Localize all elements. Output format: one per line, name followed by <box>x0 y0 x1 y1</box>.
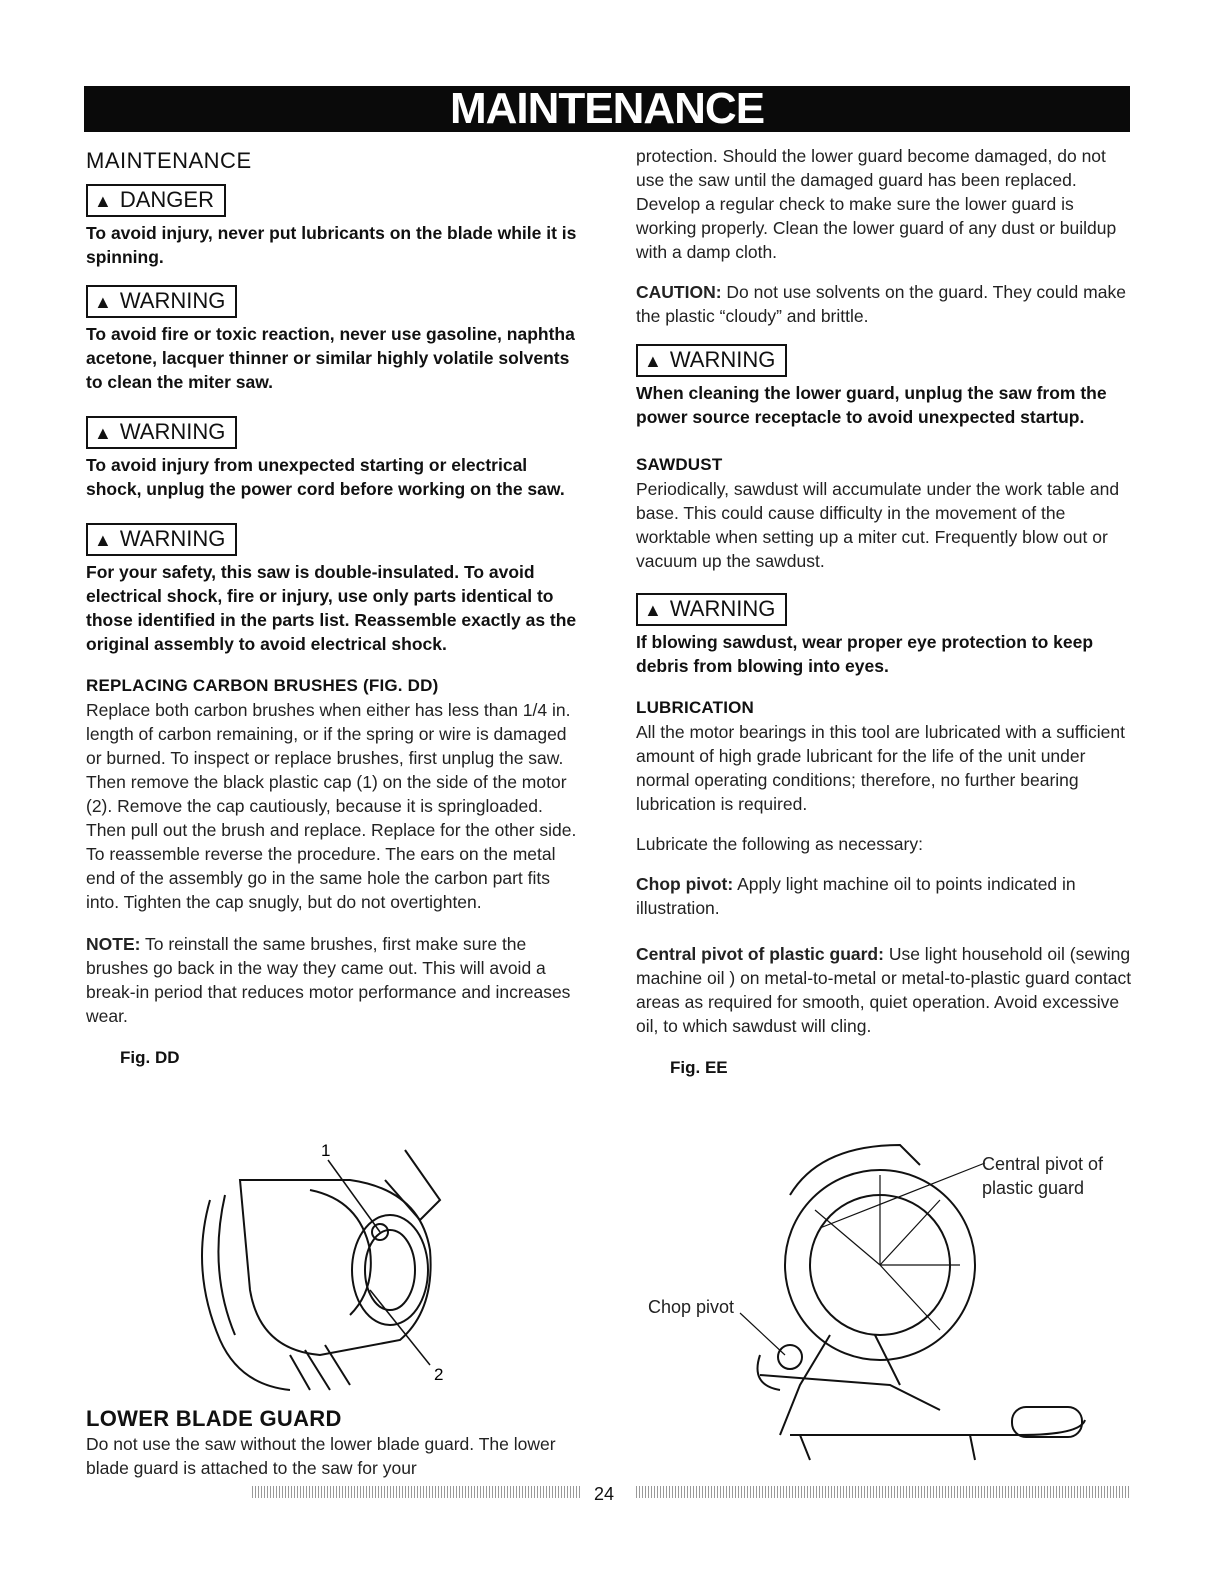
warning-text-5: If blowing sawdust, wear proper eye protection to keep debris from blowing into eyes. <box>636 632 1094 676</box>
warning-label: ▲ WARNING <box>636 593 787 626</box>
danger-text: To avoid injury, never put lubricants on the blade while it is spinning. <box>86 223 577 267</box>
sawdust-text: Periodically, sawdust will accumulate under the work table and base. This could cause difficulty in the movement of the worktable when setting up a miter cut. Frequently blow out or vacuum up the sawdust. <box>636 479 1120 571</box>
warning-label: ▲ WARNING <box>86 416 237 449</box>
lower-guard-continued: protection. Should the lower guard become damaged, do not use the saw until the damaged guard has been replaced. Develop a regular check to make sure the lower guard is working properly. Clean the lower guard of any dust or buildup with a damp cloth. <box>636 146 1117 262</box>
warning-triangle-icon: ▲ <box>644 600 662 620</box>
fig-dd-label: Fig. DD <box>120 1048 180 1067</box>
callout-chop-pivot: Chop pivot <box>648 1297 735 1317</box>
lubrication-text: All the motor bearings in this tool are lubricated with a sufficient amount of high grade lubricant for the life of the unit under normal operating conditions; therefore, no further bearing lubrication is required. <box>636 722 1125 814</box>
chop-pivot-paragraph: Chop pivot: Apply light machine oil to points indicated in illustration. <box>636 874 1076 918</box>
warning-text-2: To avoid injury from unexpected starting or electrical shock, unplug the power cord before working on the saw. <box>86 455 565 499</box>
danger-label: ▲ DANGER <box>86 184 226 217</box>
fig-ee-label: Fig. EE <box>670 1058 728 1077</box>
central-pivot-paragraph: Central pivot of plastic guard: Use light household oil (sewing machine oil ) on metal-to-metal or metal-to-plastic guard contact areas as required for smooth, quiet operation. Avoid excessive oil, to which sawdust will cling. <box>636 944 1132 1036</box>
warning-triangle-icon: ▲ <box>94 423 112 443</box>
lubrication-heading: LUBRICATION <box>636 698 755 717</box>
brushes-text: Replace both carbon brushes when either has less than 1/4 in. length of carbon remaining, or if the spring or wire is damaged or burned. To inspect or replace brushes, first unplug the saw. Then remove the black plastic cap (1) on the side of the motor (2). Remove the cap cautiously, because it is springloaded. Then pull out the brush and replace. Replace for the other side. To reassemble reverse the procedure. The ears on the metal end of the assembly go in the same hole the carbon part fits into. Tighten the cap snugly, but do not overtighten. <box>86 700 577 912</box>
page-banner: MAINTENANCE <box>84 86 1130 132</box>
warning-text-4: When cleaning the lower guard, unplug the saw from the power source receptacle to avoid unexpected startup. <box>636 383 1107 427</box>
lower-guard-heading: LOWER BLADE GUARD <box>86 1406 342 1431</box>
warning-label: ▲ WARNING <box>86 523 237 556</box>
warning-text-1: To avoid fire or toxic reaction, never use gasoline, naphtha acetone, lacquer thinner or similar highly volatile solvents to clean the miter saw. <box>86 324 575 392</box>
warning-triangle-icon: ▲ <box>644 351 662 371</box>
page-number: 24 <box>594 1484 615 1504</box>
right-column <box>636 148 1136 1078</box>
note-paragraph: NOTE: To reinstall the same brushes, first make sure the brushes go back in the way they came out. This will avoid a break-in period that reduces motor performance and increases wear. <box>86 934 571 1026</box>
fig-dd-illustration <box>180 1140 470 1400</box>
section-heading: MAINTENANCE <box>86 148 252 173</box>
lower-guard-text: Do not use the saw without the lower blade guard. The lower blade guard is attached to the saw for your <box>86 1434 556 1478</box>
footer-rule-left <box>252 1486 582 1498</box>
warning-label: ▲ WARNING <box>86 285 237 318</box>
warning-triangle-icon: ▲ <box>94 530 112 550</box>
callout-2: 2 <box>434 1365 444 1384</box>
left-column <box>86 148 582 1068</box>
warning-triangle-icon: ▲ <box>94 292 112 312</box>
sawdust-heading: SAWDUST <box>636 455 723 474</box>
callout-1: 1 <box>321 1141 331 1160</box>
lower-guard-section <box>86 1406 582 1480</box>
lubricate-intro: Lubricate the following as necessary: <box>636 834 923 854</box>
footer-rule-right <box>636 1486 1130 1498</box>
warning-text-3: For your safety, this saw is double-insulated. To avoid electrical shock, fire or injury, use only parts identical to those identified in the parts list. Reassemble exactly as the original assembly to avoid electrical shock. <box>86 562 577 654</box>
warning-label: ▲ WARNING <box>636 344 787 377</box>
fig-ee-illustration <box>640 1135 1130 1475</box>
brushes-heading: REPLACING CARBON BRUSHES (FIG. DD) <box>86 676 439 695</box>
caution-paragraph: CAUTION: Do not use solvents on the guard. They could make the plastic “cloudy” and brittle. <box>636 282 1126 326</box>
callout-central-pivot: Central pivot of plastic guard <box>982 1154 1104 1198</box>
warning-triangle-icon: ▲ <box>94 191 112 211</box>
